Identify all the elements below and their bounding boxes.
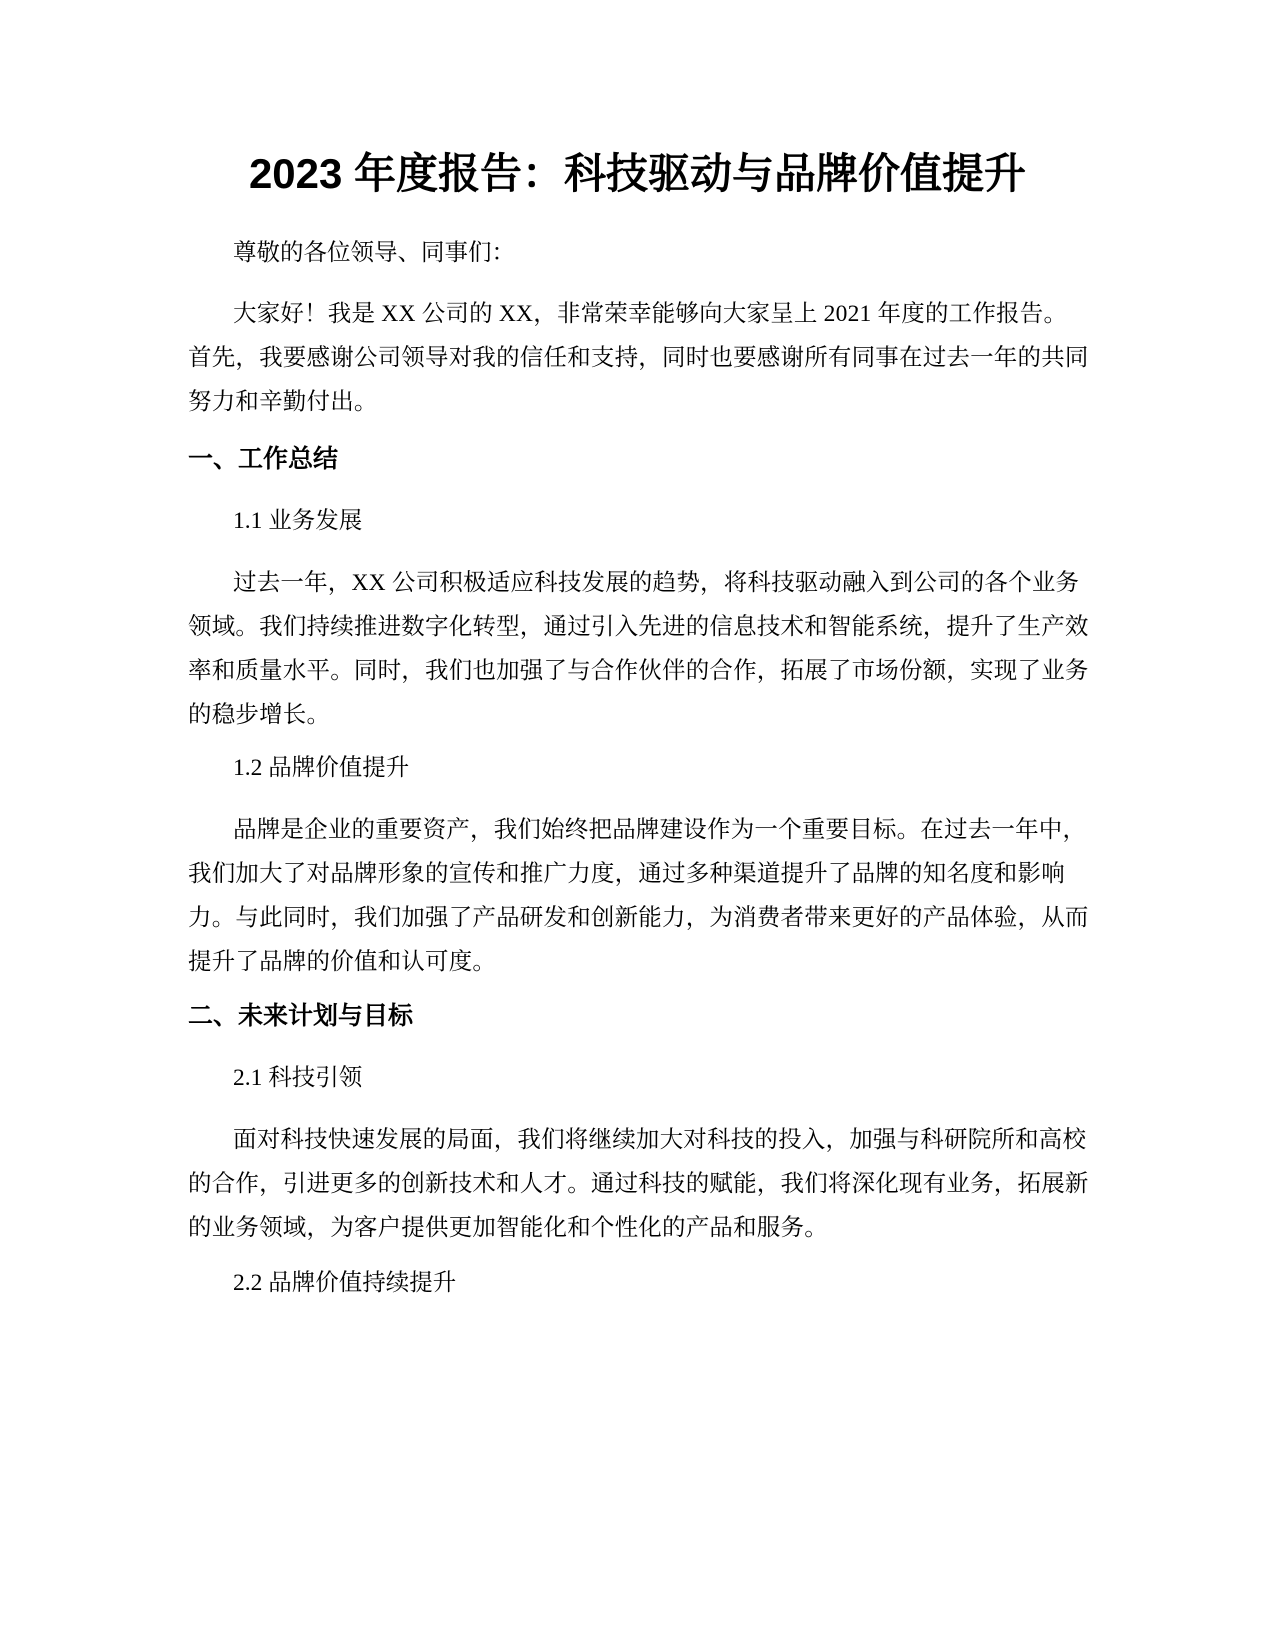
intro-paragraph: 大家好！我是 XX 公司的 XX，非常荣幸能够向大家呈上 2021 年度的工作报告。首先，我要感谢公司领导对我的信任和支持，同时也要感谢所有同事在过去一年的共同努力和辛勤付出。 bbox=[188, 301, 1089, 415]
section-1-heading: 一、工作总结 bbox=[188, 445, 339, 473]
subsection-2-1-heading: 2.1 科技引领 bbox=[233, 1065, 363, 1091]
salutation: 尊敬的各位领导、同事们： bbox=[233, 240, 515, 266]
document-title: 2023 年度报告：科技驱动与品牌价值提升 bbox=[248, 150, 1027, 197]
subsection-1-2-heading: 1.2 品牌价值提升 bbox=[233, 755, 410, 781]
subsection-1-1-body: 过去一年，XX 公司积极适应科技发展的趋势，将科技驱动融入到公司的各个业务领域。我们持续推进数字化转型，通过引入先进的信息技术和智能系统，提升了生产效率和质量水平。同时，我们也加强了与合作伙伴的合作，拓展了市场份额，实现了业务的稳步增长。 bbox=[188, 570, 1089, 728]
subsection-2-1-body: 面对科技快速发展的局面，我们将继续加大对科技的投入，加强与科研院所和高校的合作，引进更多的创新技术和人才。通过科技的赋能，我们将深化现有业务，拓展新的业务领域，为客户提供更加智能化和个性化的产品和服务。 bbox=[188, 1127, 1089, 1241]
subsection-1-2-body: 品牌是企业的重要资产，我们始终把品牌建设作为一个重要目标。在过去一年中，我们加大了对品牌形象的宣传和推广力度，通过多种渠道提升了品牌的知名度和影响力。与此同时，我们加强了产品研发和创新能力，为消费者带来更好的产品体验，从而提升了品牌的价值和认可度。 bbox=[188, 817, 1089, 975]
subsection-2-2-heading: 2.2 品牌价值持续提升 bbox=[233, 1270, 457, 1296]
subsection-1-1-heading: 1.1 业务发展 bbox=[233, 508, 363, 534]
section-2-heading: 二、未来计划与目标 bbox=[188, 1002, 414, 1030]
